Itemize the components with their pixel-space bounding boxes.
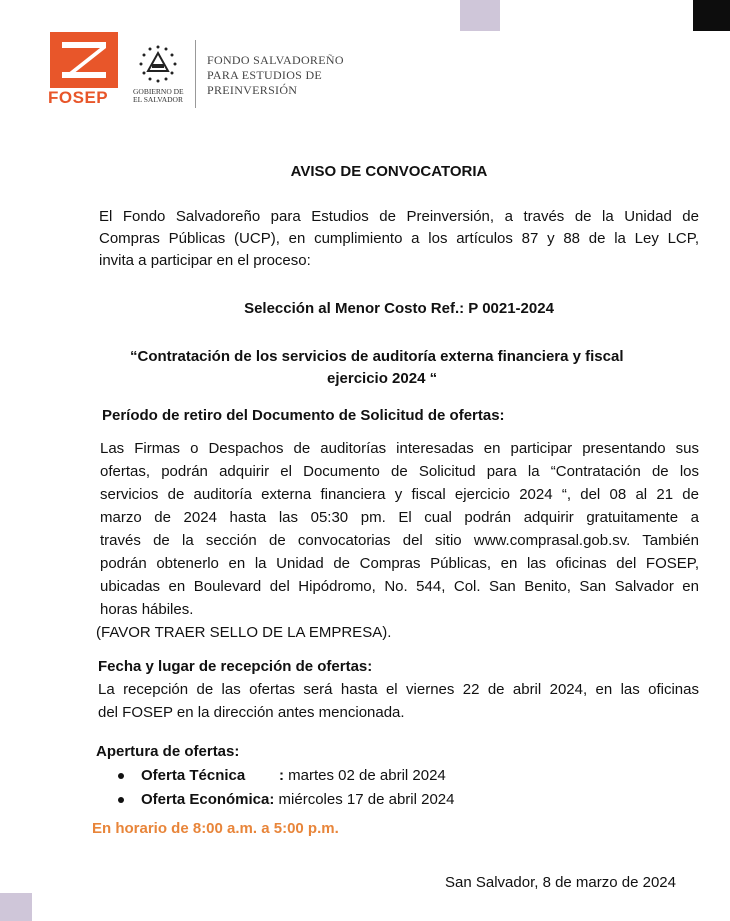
period-line: servicios de auditoría externa financiera y fiscal ejercicio 2024 “, del 08 al 21 de xyxy=(100,486,699,503)
period-line: Las Firmas o Despachos de auditorías interesadas en participar presentando sus xyxy=(100,440,699,457)
period-line: ubicadas en Boulevard del Hipódromo, No. 544, Col. San Benito, San Salvador en xyxy=(100,578,699,595)
coat-of-arms-icon xyxy=(138,44,178,84)
period-line: marzo de 2024 hasta las 05:30 pm. El cual podrán adquirir gratuitamente a xyxy=(100,509,699,526)
gov-line-1: GOBIERNO DE xyxy=(133,87,184,96)
contract-title-line-1: “Contratación de los servicios de auditoría externa financiera y fiscal xyxy=(130,348,624,365)
intro-line: invita a participar en el proceso: xyxy=(99,252,311,269)
reception-heading: Fecha y lugar de recepción de ofertas: xyxy=(98,658,373,675)
reference-number: Selección al Menor Costo Ref.: P 0021-2024 xyxy=(244,300,554,317)
corner-tab-black xyxy=(693,0,730,31)
corner-tab-purple xyxy=(460,0,500,31)
intro-line: Compras Públicas (UCP), en cumplimiento a los artículos 87 y 88 de la Ley LCP, xyxy=(99,230,699,247)
header-divider xyxy=(195,40,196,108)
opening-label: Oferta Técnica xyxy=(141,767,246,784)
period-line: podrán obtenerlo en la Unidad de Compras Públicas, en las oficinas del FOSEP, xyxy=(100,555,699,572)
government-label xyxy=(133,88,184,104)
period-line: ofertas, podrán adquirir el Documento de Solicitud para la “Contratación de los xyxy=(100,463,699,480)
period-line: través de la sección de convocatorias del sitio www.comprasal.gob.sv. También xyxy=(100,532,699,549)
logo-text: FOSEP xyxy=(48,88,109,107)
opening-item-economic xyxy=(113,788,454,812)
fund-name xyxy=(207,53,344,98)
corner-tab-bottom xyxy=(0,893,32,921)
opening-date: miércoles 17 de abril 2024 xyxy=(278,791,455,808)
bullet-icon xyxy=(118,797,124,803)
fund-line-3: PREINVERSIÓN xyxy=(207,83,298,97)
fosep-logo-icon xyxy=(50,32,118,88)
opening-list xyxy=(113,764,454,812)
gov-line-2: EL SALVADOR xyxy=(133,95,183,104)
opening-label: Oferta Económica: xyxy=(141,791,275,808)
opening-separator: : xyxy=(279,767,284,784)
bullet-icon xyxy=(118,773,124,779)
schedule-note: En horario de 8:00 a.m. a 5:00 p.m. xyxy=(92,820,339,837)
opening-heading: Apertura de ofertas: xyxy=(96,743,240,760)
fund-line-2: PARA ESTUDIOS DE xyxy=(207,68,323,82)
period-line: horas hábiles. xyxy=(100,601,194,618)
opening-date: martes 02 de abril 2024 xyxy=(288,767,446,784)
fund-line-1: FONDO SALVADOREÑO xyxy=(207,53,344,67)
period-heading: Período de retiro del Documento de Solicitud de ofertas: xyxy=(102,407,505,424)
opening-item-technical xyxy=(113,764,454,788)
notice-title: AVISO DE CONVOCATORIA xyxy=(290,163,488,180)
signature-place-date: San Salvador, 8 de marzo de 2024 xyxy=(445,874,676,891)
contract-title-line-2: ejercicio 2024 “ xyxy=(327,370,438,387)
intro-line: El Fondo Salvadoreño para Estudios de Preinversión, a través de la Unidad de xyxy=(99,208,699,225)
reception-line: La recepción de las ofertas será hasta el viernes 22 de abril 2024, en las oficinas xyxy=(98,681,699,698)
reception-line: del FOSEP en la dirección antes mencionada. xyxy=(98,704,405,721)
stamp-note: (FAVOR TRAER SELLO DE LA EMPRESA). xyxy=(96,624,392,641)
